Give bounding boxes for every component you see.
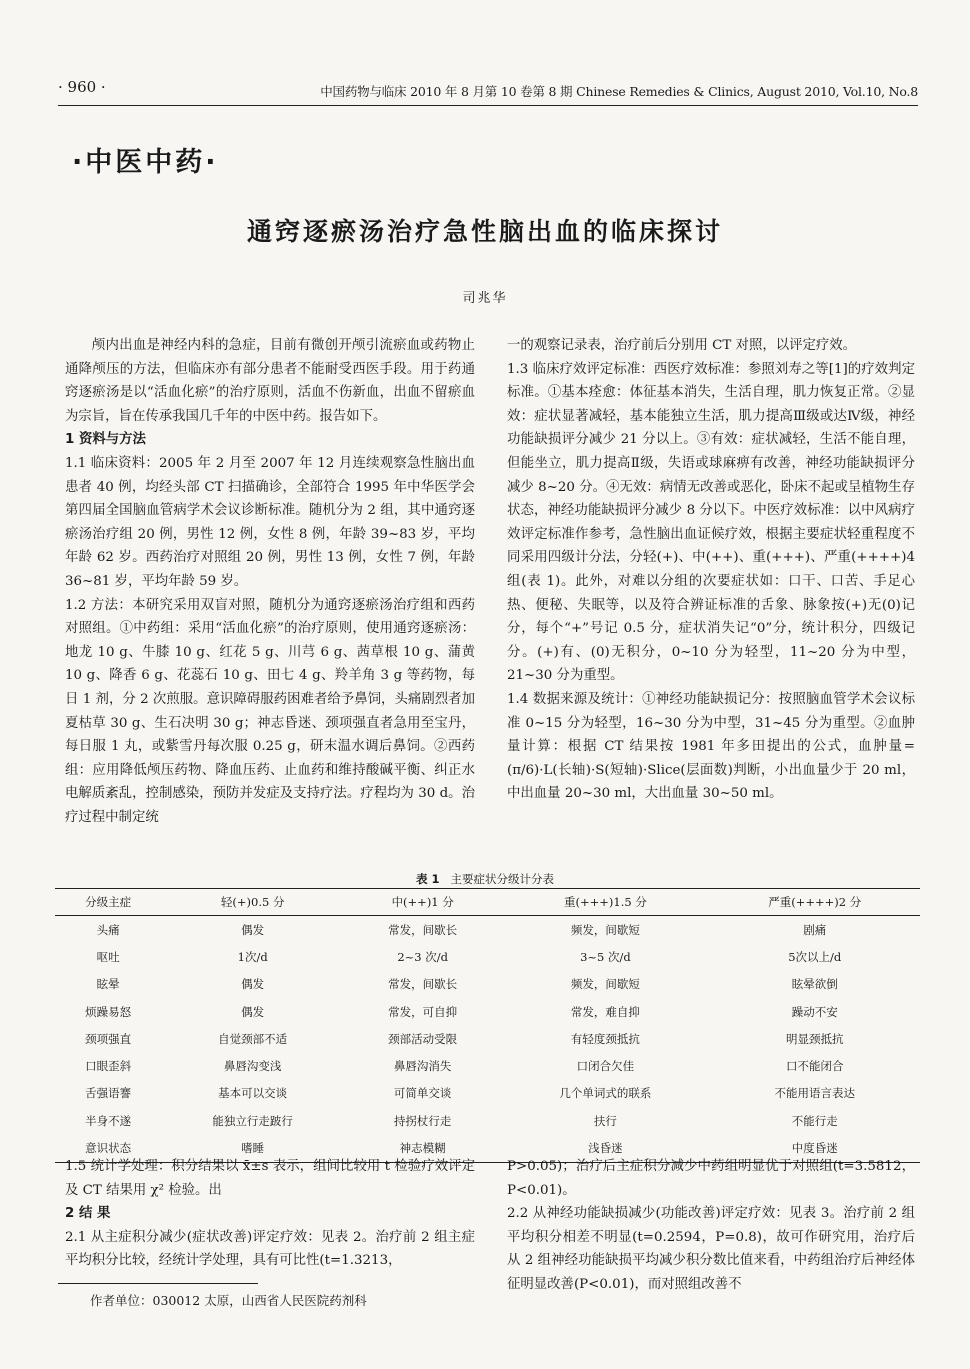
table-cell: 眩晕欲倒 <box>791 977 838 992</box>
table-cell: 舌强语謇 <box>85 1086 132 1101</box>
section-heading: 2 结 果 <box>65 1206 111 1222</box>
paragraph: 1.2 方法：本研究采用双盲对照，随机分为通窍逐瘀汤治疗组和西药对照组。①中药组：采用“活血化瘀”的治疗原则，使用通窍逐瘀汤：地龙 10 g、牛膝 10 g、红花 5 g、川芎 6 g、茜草根 10 g、蒲黄 10 g、降香 6 g、花蕊石 10 g、田七 4 g、羚羊角 3 g 等药物，每日 1 剂，分 2 次煎服。意识障碍服药困难者给予鼻饲，头痛剧烈者加夏枯草 30 g、生石决明 30 g；神志昏迷、颈项强直者急用至宝丹，每日服 1 丸，或紫雪丹每次服 0.25 g，研末温水调后鼻饲。②西药组：应用降低颅压药物、降血压药、止血药和维持酸碱平衡、纠正水电解质紊乱，控制感染，预防并发症及支持疗法。疗程均为 30 d。治疗过程中制定统 <box>65 597 475 825</box>
paragraph: 1.3 临床疗效评定标准：西医疗效标准：参照刘寿之等[1]的疗效判定标准。①基本痊愈：体征基本消失，生活自理，肌力恢复正常。②显效：症状显著减轻，基本能独立生活，肌力提高Ⅲ级或达Ⅳ级，神经功能缺损评分减少 21 分以上。③有效：症状减轻，生活不能自理，但能坐立，肌力提高Ⅱ级，失语或球麻痹有改善，神经功能缺损评分减少 8~20 分。④无效：病情无改善或恶化，卧床不起或呈植物生存状态，神经功能缺损评分减少 8 分以下。中医疗效标准：以中风病疗效评定标准作参考，急性脑出血证候疗效，根据主要症状轻重程度不同采用四级计分法，分轻(+)、中(++)、重(+++)、严重(++++)4 组(表 1)。此外，对难以分组的次要症状如：口干、口苦、手足心热、便秘、失眠等，以及符合辨证标准的舌象、脉象按(+)无(0)记分，每个“+”号记 0.5 分，症状消失记“0”分，统计积分，四级记分。(+)有、(0)无积分，0~10 分为轻型，11~20 分为中型，21~30 分为重型。 <box>507 361 915 684</box>
table-row <box>55 943 920 970</box>
table-cell: 有轻度颈抵抗 <box>570 1031 640 1046</box>
table-cell: 频发，间歇短 <box>570 977 640 992</box>
table-cell: 烦躁易怒 <box>85 1004 132 1019</box>
table-cell: 神志模糊 <box>344 1134 501 1162</box>
table-cell: 频发，间歇短 <box>570 922 640 937</box>
table-cell: 常发，间歇长 <box>388 977 458 992</box>
running-header <box>58 70 918 106</box>
table-cell: 半身不遂 <box>85 1113 132 1128</box>
journal-citation: 中国药物与临床 2010 年 8 月第 10 卷第 8 期 Chinese Remedies & Clinics, August 2010, Vol.10, No.8 <box>320 84 918 99</box>
table-caption <box>0 871 970 887</box>
footnote-rule <box>58 1283 258 1284</box>
table-cell: 1次/d <box>237 949 268 964</box>
table-cell: 3~5 次/d <box>580 949 631 964</box>
table-header-cell: 重(+++)1.5 分 <box>501 889 709 916</box>
table-cell: 眩晕 <box>96 977 120 992</box>
table-cell: 躁动不安 <box>791 1004 838 1019</box>
table-cell: 常发，间歇长 <box>388 922 458 937</box>
table-cell: 偶发 <box>241 922 265 937</box>
table-cell: 意识状态 <box>55 1134 161 1162</box>
paragraph: 1.4 数据来源及统计：①神经功能缺损记分：按照脑血管学术会议标准 0~15 分为轻型，16~30 分为中型，31~45 分为重型。②血肿量计算：根据 CT 结果按 1981 年多田提出的公式，血肿量=(π/6)·L(长轴)·S(短轴)·Slice(层面数)判断，小出血量少于 20 ml，中出血量 20~30 ml，大出血量 30~50 ml。 <box>507 691 915 802</box>
bottom-left-column <box>65 1155 475 1273</box>
table-cell: 不能行走 <box>791 1113 838 1128</box>
table-cell: 颈部活动受限 <box>388 1031 458 1046</box>
table-cell: 颈项强直 <box>85 1031 132 1046</box>
table-row <box>55 998 920 1025</box>
table-cell: 鼻唇沟变浅 <box>223 1059 282 1074</box>
table-cell: 口不能闭合 <box>786 1059 844 1074</box>
paragraph: 2.1 从主症积分减少(症状改善)评定疗效：见表 2。治疗前 2 组主症平均积分比较，经统计学处理，具有可比性(t=1.3213， <box>65 1229 475 1269</box>
table-cell: 自觉颈部不适 <box>218 1031 288 1046</box>
table-title: 主要症状分级计分表 <box>450 872 554 886</box>
paragraph: 2.2 从神经功能缺损减少(功能改善)评定疗效：见表 3。治疗前 2 组平均积分相差不明显(t=0.2594，P=0.8)，故可作研究用，治疗后从 2 组神经功能缺损平均减少积分数比值来看，中药组治疗后神经体征明显改善(P<0.01)，而对照组改善不 <box>507 1206 915 1292</box>
section-title: ·中医中药· <box>72 147 219 178</box>
paragraph: 一的观察记录表，治疗前后分别用 CT 对照，以评定疗效。 <box>507 338 857 353</box>
table-cell: 基本可以交谈 <box>218 1086 288 1101</box>
table-cell: 明显颈抵抗 <box>786 1031 844 1046</box>
table-cell: 呕吐 <box>96 949 120 964</box>
header-rule <box>58 105 918 106</box>
table-row <box>55 1107 920 1134</box>
table-row <box>55 1025 920 1052</box>
table-cell: 鼻唇沟消失 <box>393 1059 452 1074</box>
table-row <box>55 916 920 944</box>
table-cell: 2~3 次/d <box>397 949 449 964</box>
table-header-cell: 分级主症 <box>55 889 161 916</box>
table-cell: 常发，可自抑 <box>388 1004 458 1019</box>
left-column <box>65 334 475 829</box>
table-cell: 头痛 <box>96 922 120 937</box>
author-name: 司兆华 <box>462 291 508 306</box>
article-title: 通窍逐瘀汤治疗急性脑出血的临床探讨 <box>246 217 723 246</box>
bottom-right-column <box>507 1155 915 1297</box>
table-cell: 5次以上/d <box>788 949 842 964</box>
table-cell: 偶发 <box>241 977 265 992</box>
table-header-cell: 中(++)1 分 <box>344 889 501 916</box>
table-row <box>55 971 920 998</box>
table-row <box>55 1052 920 1079</box>
table-cell: 持拐杖行走 <box>393 1113 452 1128</box>
table-cell: 偶发 <box>241 1004 265 1019</box>
table-cell: 中度昏迷 <box>710 1134 920 1162</box>
paragraph: 1.1 临床资料：2005 年 2 月至 2007 年 12 月连续观察急性脑出血患者 40 例，均经头部 CT 扫描确诊，全部符合 1995 年中华医学会第四届全国脑血管病学术会议诊断标准。随机分为 2 组，其中通窍逐瘀汤治疗组 20 例，男性 12 例，女性 8 例，年龄 39~83 岁，平均年龄 62 岁。西药治疗对照组 20 例，男性 13 例，女性 7 例，年龄 36~81 岁，平均年龄 59 岁。 <box>65 455 475 589</box>
table-cell: 几个单词式的联系 <box>559 1086 652 1101</box>
table-cell: 不能用语言表达 <box>774 1086 856 1101</box>
right-column <box>507 334 915 806</box>
table-number: 表 1 <box>416 872 440 886</box>
table-cell: 浅昏迷 <box>501 1134 709 1162</box>
symptom-grading-table <box>55 888 920 1163</box>
table-cell: 扶行 <box>593 1113 617 1128</box>
table-cell: 常发，难自抑 <box>570 1004 640 1019</box>
table-header-cell: 轻(+)0.5 分 <box>161 889 344 916</box>
table-cell: 嗜睡 <box>161 1134 344 1162</box>
table-header-row <box>55 889 920 916</box>
paragraph: P>0.05)；治疗后主症积分减少中药组明显优于对照组(t=3.5812，P<0.01)。 <box>507 1159 915 1198</box>
section-heading: 1 资料与方法 <box>65 432 146 448</box>
author-affiliation: 作者单位：030012 太原，山西省人民医院药剂科 <box>90 1293 367 1308</box>
table-cell: 可简单交谈 <box>393 1086 452 1101</box>
table-header-cell: 严重(++++)2 分 <box>710 889 920 916</box>
page-number: · 960 · <box>58 78 106 96</box>
table-cell: 口眼歪斜 <box>85 1059 132 1074</box>
table-cell: 剧痛 <box>803 922 827 937</box>
paragraph: 颅内出血是神经内科的急症，目前有微创开颅引流瘀血或药物止通降颅压的方法，但临床亦有部分患者不能耐受西医手段。用于药通窍逐瘀汤是以“活血化瘀”的治疗原则，活血不伤新血，出血不留瘀血为宗旨，旨在传承我国几千年的中医中药。报告如下。 <box>65 338 475 424</box>
paragraph: 1.5 统计学处理：积分结果以 x̄±s 表示，组间比较用 t 检验疗效评定及 CT 结果用 χ² 检验。出 <box>65 1159 475 1198</box>
table-cell: 能独立行走跛行 <box>212 1113 293 1128</box>
table-row <box>55 1080 920 1107</box>
table-cell: 口闭合欠佳 <box>576 1059 635 1074</box>
